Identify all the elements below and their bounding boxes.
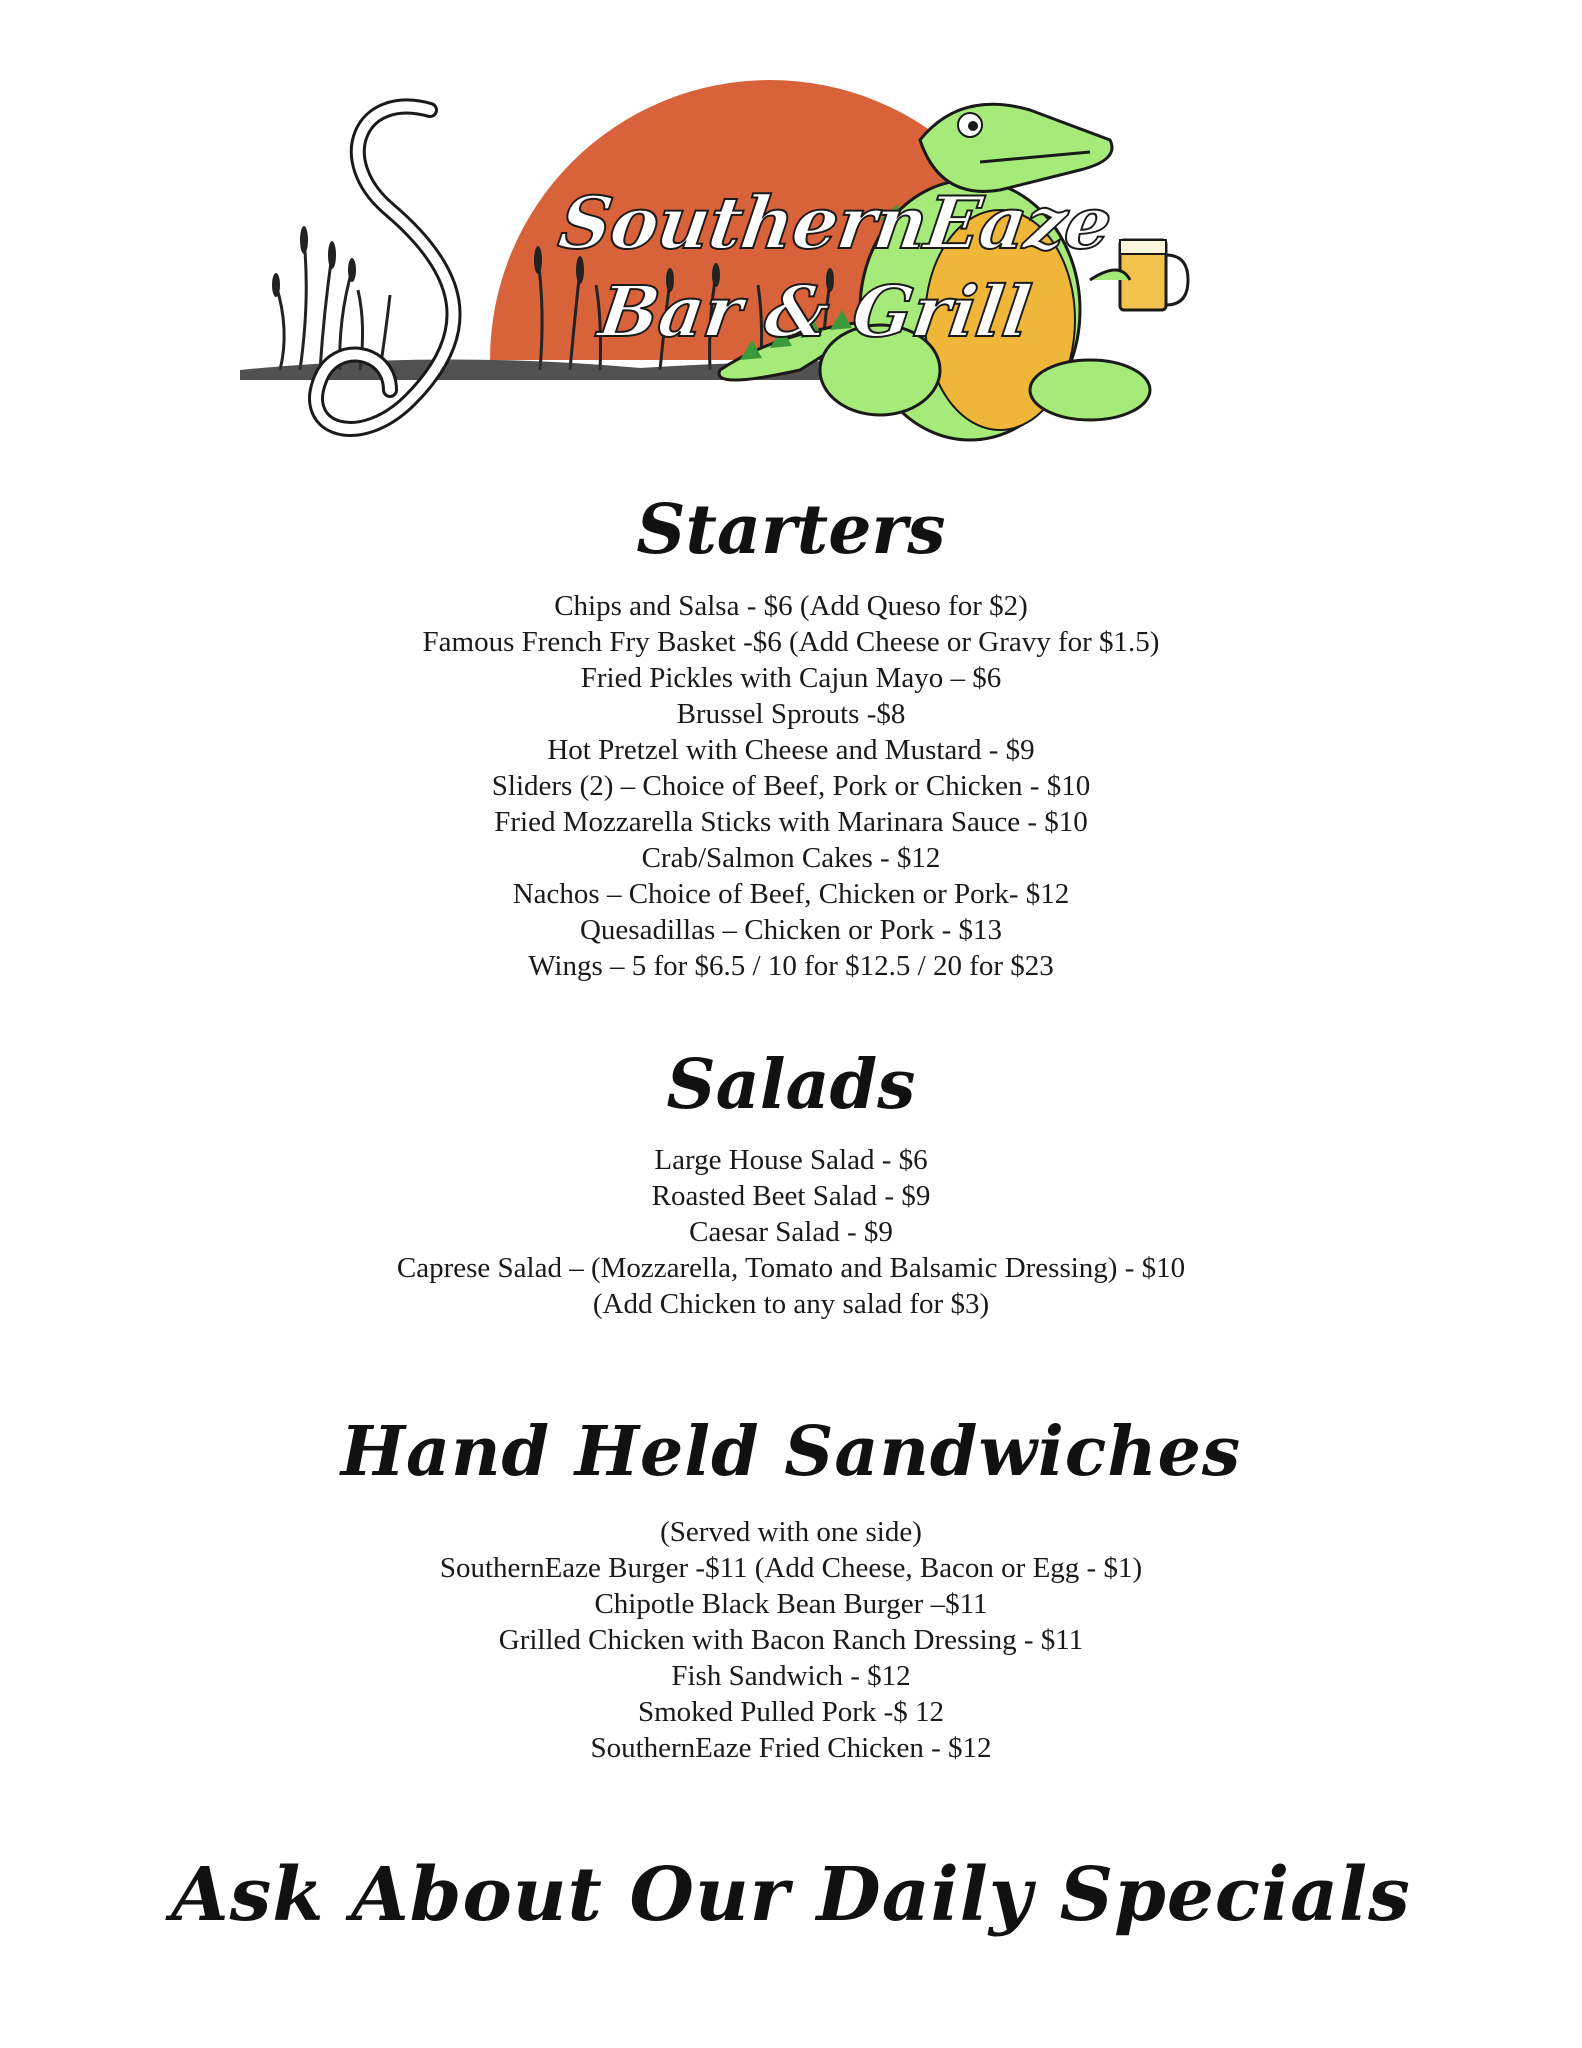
- starters-list: [0, 588, 1582, 984]
- starters-heading: Starters: [636, 490, 946, 570]
- menu-item: Caesar Salad - $9: [689, 1216, 893, 1248]
- gator-leg-right: [1030, 360, 1150, 420]
- menu-item: SouthernEaze Burger -$11 (Add Cheese, Bacon or Egg - $1): [439, 1552, 1143, 1584]
- menu-item: Roasted Beet Salad - $9: [651, 1180, 931, 1212]
- gator-head: [920, 104, 1112, 191]
- menu-note: (Add Chicken to any salad for $3): [592, 1288, 990, 1320]
- gator-arm: [1090, 270, 1130, 280]
- daily-specials-banner: Ask About Our Daily Specials: [171, 1852, 1411, 1938]
- menu-item: SouthernEaze Fried Chicken - $12: [590, 1732, 992, 1764]
- menu-item: Chipotle Black Bean Burger –$11: [594, 1588, 988, 1620]
- menu-item: Hot Pretzel with Cheese and Mustard - $9: [547, 734, 1035, 766]
- menu-item: Famous French Fry Basket -$6 (Add Cheese or Gravy for $1.5): [422, 626, 1160, 658]
- menu-item: Smoked Pulled Pork -$ 12: [637, 1696, 945, 1728]
- salads-list: [0, 1142, 1582, 1322]
- menu-note: (Served with one side): [660, 1516, 922, 1548]
- menu-item: Grilled Chicken with Bacon Ranch Dressing - $11: [498, 1624, 1084, 1656]
- menu-item: Chips and Salsa - $6 (Add Queso for $2): [554, 590, 1028, 622]
- salads-heading: Salads: [666, 1045, 916, 1125]
- menu-item: Crab/Salmon Cakes - $12: [641, 842, 941, 874]
- menu-item: Fish Sandwich - $12: [671, 1660, 911, 1692]
- menu-item: Sliders (2) – Choice of Beef, Pork or Chicken - $10: [491, 770, 1091, 802]
- restaurant-logo: [240, 70, 1350, 480]
- menu-item: Fried Mozzarella Sticks with Marinara Sauce - $10: [494, 806, 1088, 838]
- menu-item: Large House Salad - $6: [654, 1144, 928, 1176]
- logo-name: SouthernEaze: [554, 180, 1117, 265]
- menu-item: Caprese Salad – (Mozzarella, Tomato and Balsamic Dressing) - $10: [396, 1252, 1186, 1284]
- sandwiches-list: [0, 1514, 1582, 1766]
- menu-item: Brussel Sprouts -$8: [676, 698, 906, 730]
- sandwiches-heading: Hand Held Sandwiches: [340, 1412, 1242, 1492]
- menu-item: Quesadillas – Chicken or Pork - $13: [579, 914, 1003, 946]
- menu-item: Nachos – Choice of Beef, Chicken or Pork- $12: [512, 878, 1070, 910]
- menu-item: Wings – 5 for $6.5 / 10 for $12.5 / 20 for $23: [528, 950, 1054, 982]
- menu-item: Fried Pickles with Cajun Mayo – $6: [580, 662, 1002, 694]
- logo-subtitle: Bar & Grill: [594, 270, 1036, 353]
